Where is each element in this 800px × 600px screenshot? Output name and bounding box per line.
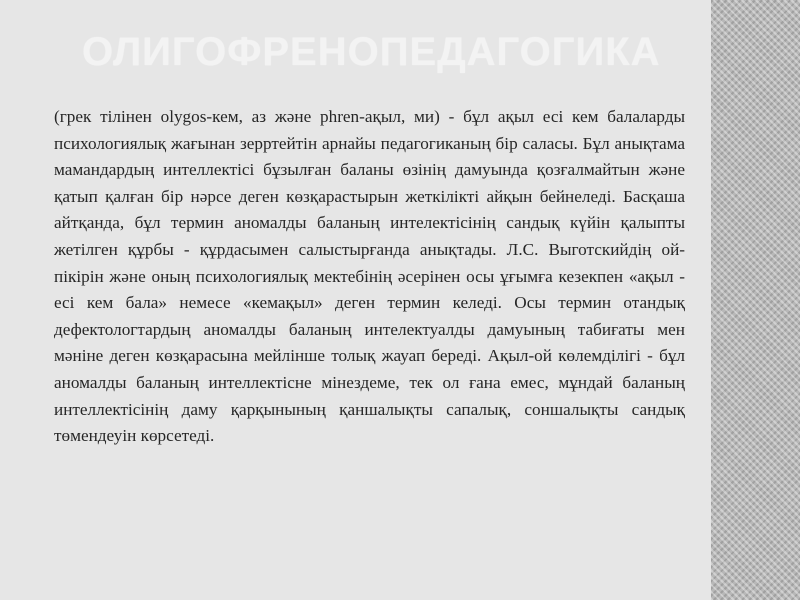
slide-body-text: (грек тілінен olygos-кем, аз және phren-ақыл, ми) - бұл ақыл есі кем балаларды психологиялық жағынан зерртейтін арнайы педагогиканың бір саласы. Бұл анықтама мамандардың интеллектісі бұзылған баланы өзінің дамуында қозғалмайтын және қатып қалған бір нәрсе деген көзқарастырын жеткілікті айқын бейнеледі. Басқаша айтқанда, бұл термин аномалды баланың интелектісінің сандық күйін қалыпты жетілген құрбы - құрдасымен салыстырғанда анықтады. Л.С. Выготскийдің ой-пікірін және оның психологиялық мектебінің әсерінен осы ұғымға кезекпен «ақыл - есі кем бала» немесе «кемақыл» деген термин келеді. Осы термин отандық дефектологтардың аномалды баланың интелектуалды дамуының табиғаты мен мәніне деген көзқарасына мейлінше толық жауап береді. Ақыл-ой көлемділігі - бұл аномалды баланың интеллектісне мінездеме, тек ол ғана емес, мұндай баланың интеллектісінің даму қарқынының қаншалықты сапалық, соншалықты сандық төмендеуін көрсетеді. — [54, 107, 685, 446]
slide-title: ОЛИГОФРЕНОПЕДАГОГИКА — [82, 30, 661, 74]
decorative-side-stripe — [711, 0, 800, 600]
